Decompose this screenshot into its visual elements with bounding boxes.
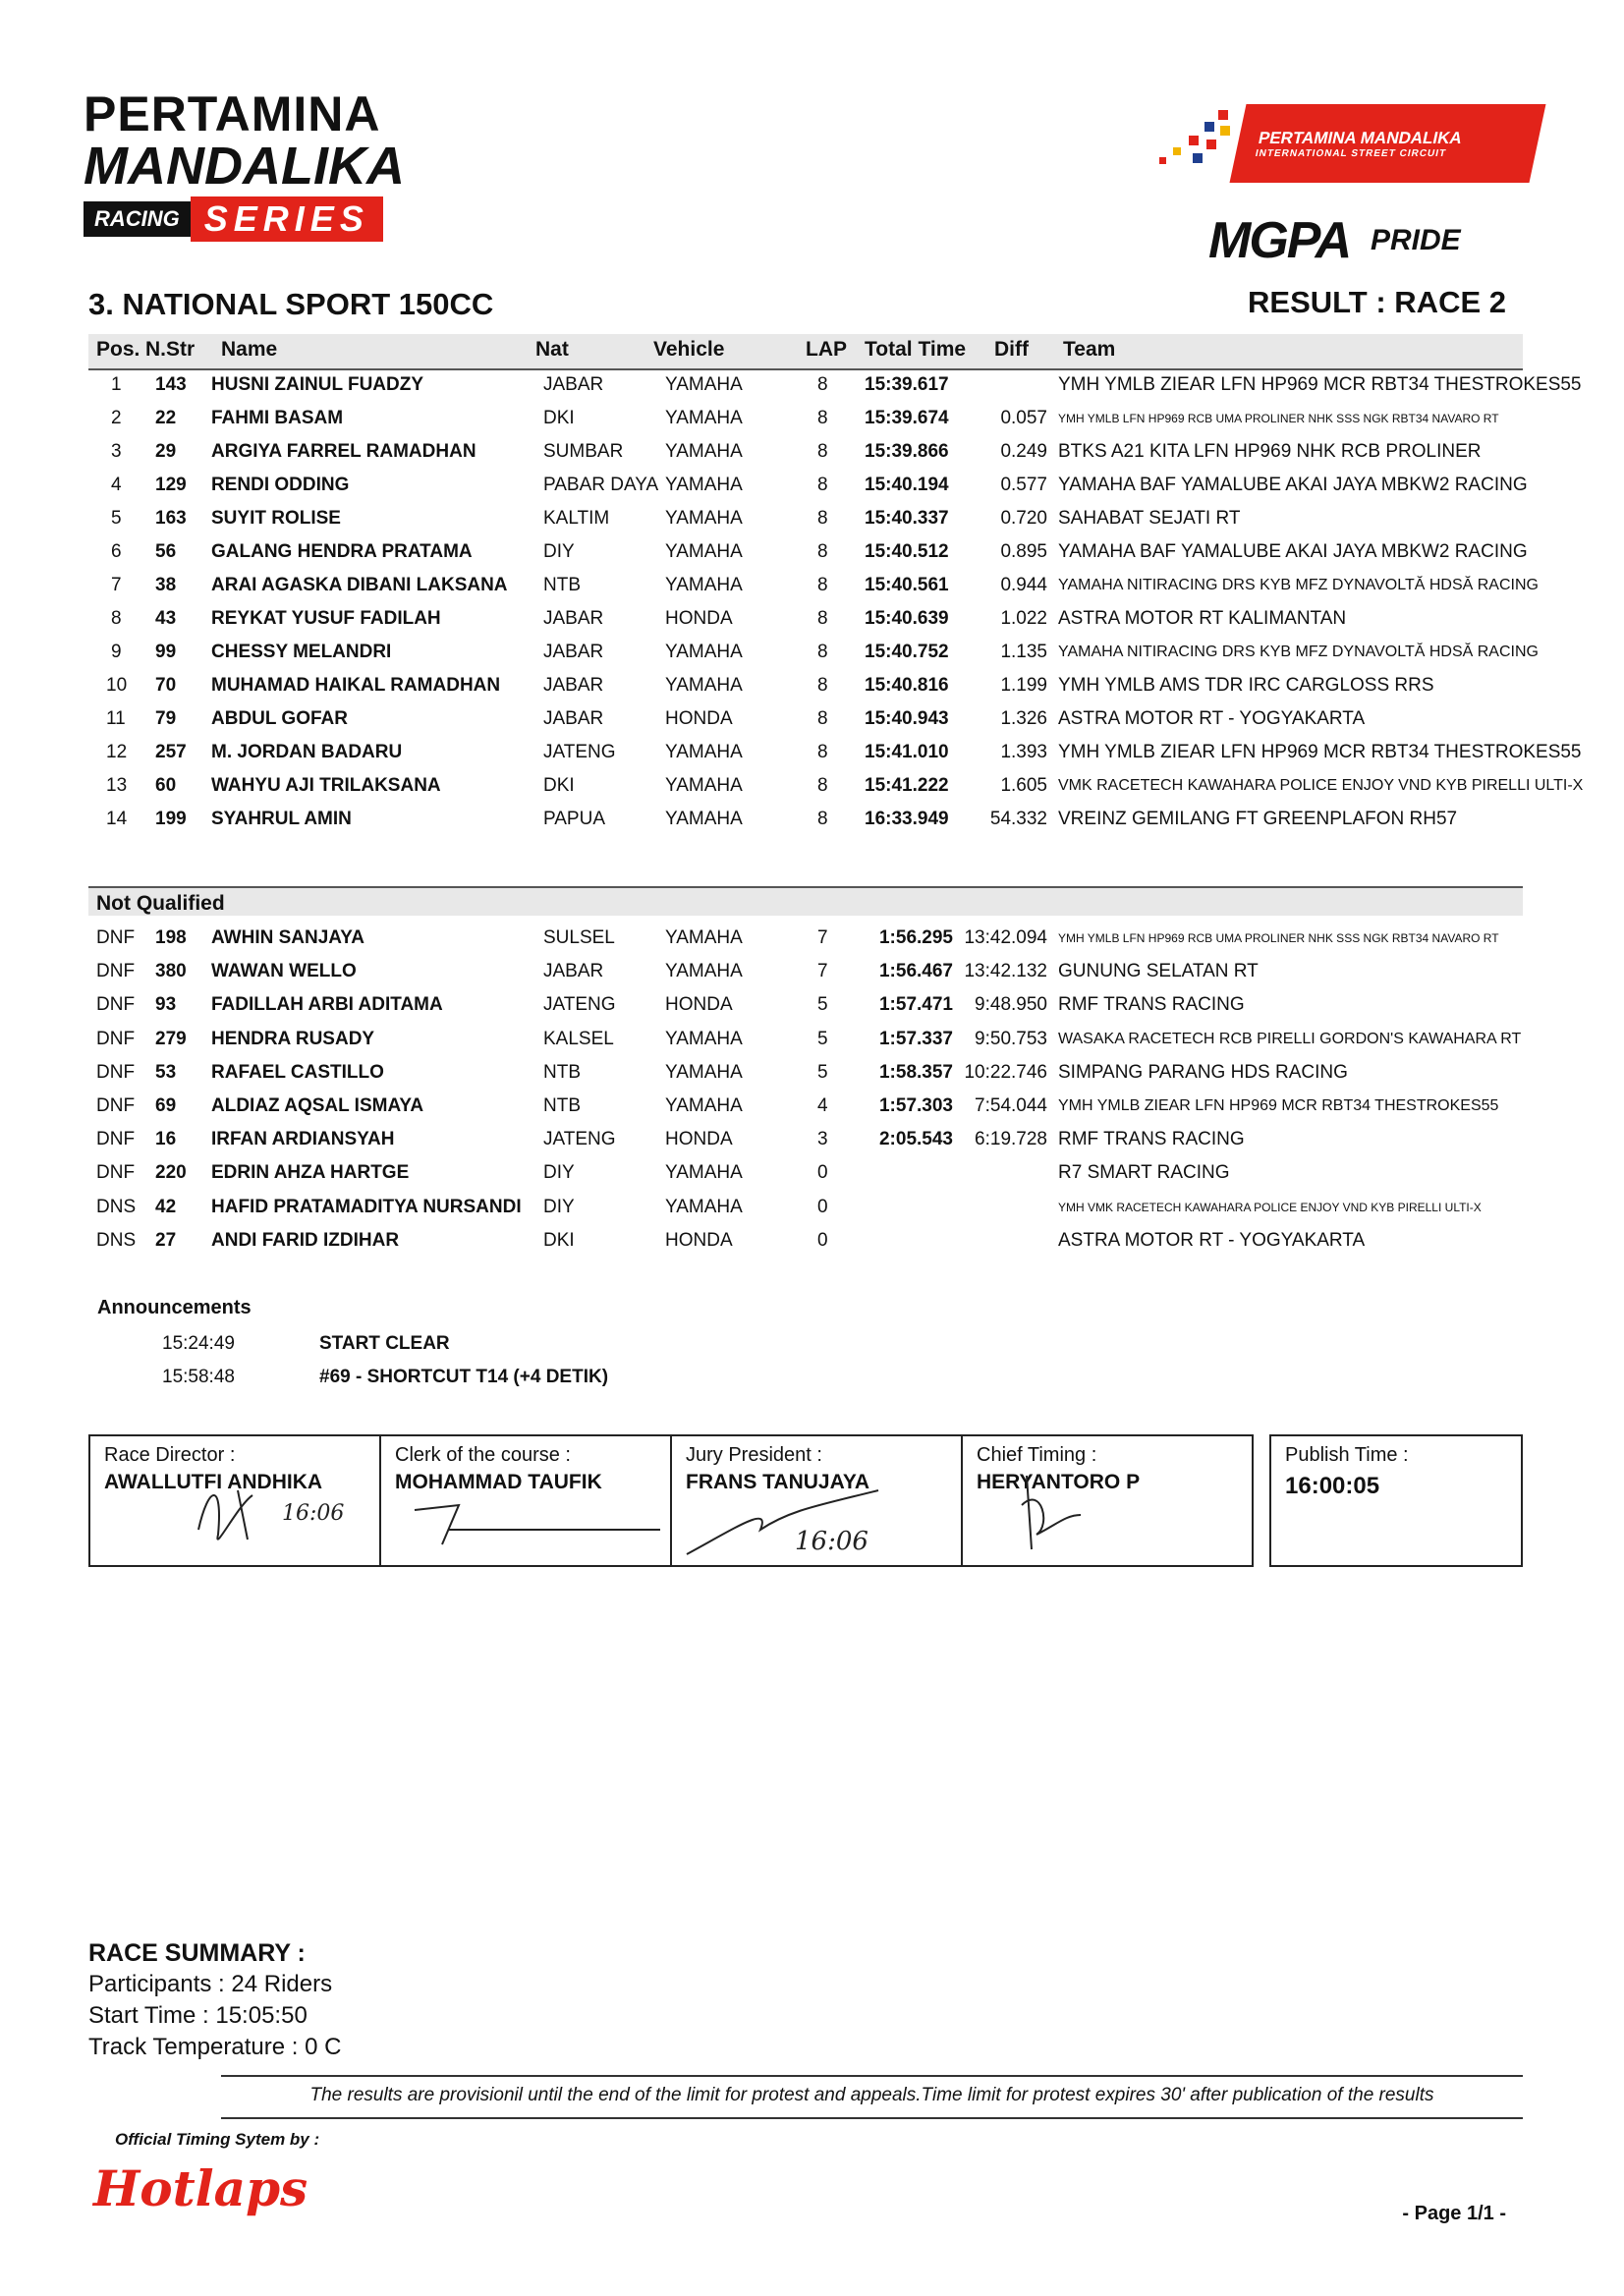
- circuit-sub: INTERNATIONAL STREET CIRCUIT: [1254, 147, 1448, 159]
- cell-team: YMH YMLB ZIEAR LFN HP969 MCR RBT34 THESTROKES55: [1058, 1097, 1499, 1114]
- official-chief-timing: [961, 1434, 1254, 1567]
- cell-nstr: 16: [155, 1129, 177, 1150]
- cell-diff: 1.605: [1000, 775, 1047, 796]
- cell-time: 16:33.949: [865, 809, 949, 829]
- cell-team: YMH YMLB ZIEAR LFN HP969 MCR RBT34 THESTROKES55: [1058, 742, 1582, 762]
- cell-lap: 0: [817, 1162, 828, 1184]
- cell-pos: DNF: [96, 1095, 136, 1116]
- cell-lap: 8: [817, 708, 828, 729]
- cell-vehicle: YAMAHA: [665, 441, 743, 462]
- cell-nat: DKI: [543, 775, 575, 796]
- cell-vehicle: YAMAHA: [665, 541, 743, 562]
- cell-vehicle: YAMAHA: [665, 642, 743, 662]
- cell-team: ASTRA MOTOR RT - YOGYAKARTA: [1058, 1229, 1366, 1251]
- cell-nstr: 53: [155, 1061, 177, 1083]
- cell-pos: 13: [106, 775, 128, 796]
- cell-pos: 12: [106, 742, 128, 762]
- cell-nstr: 220: [155, 1162, 187, 1184]
- logo-line-1: PERTAMINA: [84, 86, 381, 141]
- cell-vehicle: HONDA: [665, 1229, 733, 1251]
- cell-pos: DNF: [96, 1129, 136, 1150]
- divider: [221, 2075, 1523, 2077]
- table-row: [88, 435, 1523, 469]
- cell-team: YAMAHA NITIRACING DRS KYB MFZ DYNAVOLTĂ HDSĂ RACING: [1058, 577, 1539, 593]
- cell-name: CHESSY MELANDRI: [211, 642, 392, 662]
- cell-pos: 11: [106, 708, 126, 729]
- cell-vehicle: YAMAHA: [665, 1196, 743, 1217]
- cell-diff: 9:48.950: [975, 994, 1047, 1016]
- signature-time: 16:06: [282, 1501, 345, 1526]
- cell-diff: 0.057: [1000, 408, 1047, 428]
- summary-start-time: Start Time : 15:05:50: [88, 2002, 308, 2029]
- cell-nat: JABAR: [543, 961, 604, 982]
- cell-nstr: 70: [155, 675, 177, 696]
- cell-lap: 8: [817, 475, 828, 495]
- cell-lap: 8: [817, 775, 828, 796]
- cell-pos: 7: [111, 575, 122, 595]
- cell-nat: SULSEL: [543, 927, 615, 948]
- cell-nat: NTB: [543, 575, 581, 595]
- cell-team: SIMPANG PARANG HDS RACING: [1058, 1061, 1348, 1083]
- table-row: [88, 636, 1539, 669]
- cell-diff: 0.944: [1000, 575, 1047, 595]
- cell-diff: 10:22.746: [964, 1061, 1047, 1083]
- cell-diff: 0.895: [1000, 541, 1047, 562]
- cell-team: R7 SMART RACING: [1058, 1162, 1230, 1184]
- cell-team: RMF TRANS RACING: [1058, 1129, 1245, 1150]
- disclaimer: The results are provisionil until the end of the limit for protest and appeals.Time limit for protest expires 30' after publication of the results: [309, 2085, 1434, 2105]
- pertamina-mandalika-logo: [84, 88, 408, 255]
- cell-diff: 0.249: [1000, 441, 1047, 462]
- cell-pos: DNF: [96, 1162, 136, 1184]
- cell-time: 15:40.561: [865, 575, 949, 595]
- table-row: [88, 535, 1528, 569]
- cell-diff: 1.135: [1000, 642, 1047, 662]
- cell-time: 15:41.222: [865, 775, 949, 796]
- publish-label: Publish Time :: [1285, 1444, 1409, 1466]
- official-clerk: [379, 1434, 672, 1567]
- cell-name: REYKAT YUSUF FADILAH: [211, 608, 441, 629]
- cell-name: ARGIYA FARREL RAMADHAN: [211, 441, 476, 462]
- cell-name: HUSNI ZAINUL FUADZY: [211, 374, 424, 395]
- cell-nat: JABAR: [543, 608, 604, 629]
- cell-vehicle: YAMAHA: [665, 675, 743, 696]
- cell-name: HAFID PRATAMADITYA NURSANDI: [211, 1196, 522, 1217]
- cell-nstr: 22: [155, 408, 177, 428]
- cell-diff: 1.022: [1000, 608, 1047, 629]
- cell-name: FAHMI BASAM: [211, 408, 344, 428]
- cell-pos: 2: [111, 408, 122, 428]
- cell-lap: 0: [817, 1196, 828, 1217]
- cell-lap: 8: [817, 742, 828, 762]
- cell-time: 15:40.194: [865, 475, 949, 495]
- timing-by: Official Timing Sytem by :: [115, 2130, 320, 2149]
- cell-nstr: 99: [155, 642, 177, 662]
- cell-nat: DIY: [543, 1162, 575, 1184]
- cell-vehicle: YAMAHA: [665, 1028, 743, 1049]
- cell-nat: PABAR DAYA: [543, 475, 659, 495]
- cell-nstr: 93: [155, 994, 177, 1016]
- official-name: HERYANTORO P: [977, 1471, 1141, 1493]
- cell-pos: DNF: [96, 994, 136, 1016]
- summary-track-temp: Track Temperature : 0 C: [88, 2034, 342, 2060]
- cell-nat: JABAR: [543, 374, 604, 395]
- cell-pos: DNF: [96, 961, 136, 982]
- cell-nat: PAPUA: [543, 809, 606, 829]
- cell-pos: 3: [111, 441, 122, 462]
- publish-time-box: [1269, 1434, 1523, 1567]
- summary-title: RACE SUMMARY :: [88, 1939, 306, 1967]
- cell-nat: JABAR: [543, 642, 604, 662]
- cell-name: GALANG HENDRA PRATAMA: [211, 541, 473, 562]
- cell-nstr: 79: [155, 708, 177, 729]
- cell-pos: 8: [111, 608, 122, 629]
- cell-name: WAHYU AJI TRILAKSANA: [211, 775, 441, 796]
- cell-time: 15:40.337: [865, 508, 949, 529]
- cell-time: 15:40.512: [865, 541, 949, 562]
- cell-team: ASTRA MOTOR RT - YOGYAKARTA: [1058, 708, 1366, 729]
- cell-name: ARAI AGASKA DIBANI LAKSANA: [211, 575, 508, 595]
- cell-time: 1:57.337: [878, 1028, 953, 1049]
- cell-nat: KALSEL: [543, 1028, 614, 1049]
- cell-team: RMF TRANS RACING: [1058, 994, 1245, 1016]
- cell-diff: 1.393: [1000, 742, 1047, 762]
- cell-pos: DNS: [96, 1229, 137, 1251]
- cell-pos: 9: [111, 642, 122, 662]
- official-name: AWALLUTFI ANDHIKA: [104, 1471, 323, 1493]
- cell-lap: 8: [817, 642, 828, 662]
- cell-nat: JABAR: [543, 708, 604, 729]
- cell-vehicle: HONDA: [665, 994, 733, 1016]
- cell-nat: DIY: [543, 541, 575, 562]
- table-row: [88, 1023, 1523, 1056]
- cell-name: ALDIAZ AQSAL ISMAYA: [211, 1095, 424, 1116]
- cell-vehicle: YAMAHA: [665, 927, 743, 948]
- cell-lap: 4: [817, 1095, 828, 1116]
- logo-line-2: MANDALIKA: [84, 137, 405, 196]
- signature-icon: [1012, 1466, 1130, 1554]
- table-row: [88, 368, 1582, 402]
- cell-name: ABDUL GOFAR: [211, 708, 348, 729]
- cell-nat: NTB: [543, 1095, 581, 1116]
- cell-vehicle: YAMAHA: [665, 1061, 743, 1083]
- cell-vehicle: YAMAHA: [665, 508, 743, 529]
- signature-icon: [682, 1485, 957, 1559]
- cell-name: MUHAMAD HAIKAL RAMADHAN: [211, 675, 501, 696]
- official-race-director: [88, 1434, 381, 1567]
- cell-nstr: 129: [155, 475, 187, 495]
- cell-pos: DNF: [96, 1028, 136, 1049]
- table-row: [88, 1056, 1523, 1090]
- col-vehicle: Vehicle: [653, 338, 725, 361]
- cell-diff: 1.326: [1000, 708, 1047, 729]
- cell-lap: 8: [817, 541, 828, 562]
- cell-vehicle: YAMAHA: [665, 775, 743, 796]
- cell-diff: 1.199: [1000, 675, 1047, 696]
- cell-nstr: 143: [155, 374, 187, 395]
- cell-nstr: 199: [155, 809, 187, 829]
- table-row: [88, 602, 1523, 636]
- pride-logo: PRIDE: [1371, 224, 1461, 256]
- cell-diff: 13:42.132: [964, 961, 1047, 982]
- cell-name: HENDRA RUSADY: [211, 1028, 375, 1049]
- col-diff: Diff: [994, 338, 1029, 361]
- cell-lap: 8: [817, 809, 828, 829]
- cell-team: WASAKA RACETECH RCB PIRELLI GORDON'S KAWAHARA RT: [1058, 1030, 1522, 1047]
- cell-diff: 7:54.044: [975, 1095, 1047, 1116]
- announcement-time: 15:24:49: [162, 1333, 235, 1354]
- cell-team: YMH YMLB LFN HP969 RCB UMA PROLINER NHK SSS NGK RBT34 NAVARO RT: [1058, 931, 1499, 945]
- cell-time: 15:41.010: [865, 742, 949, 762]
- page-number: - Page 1/1 -: [1402, 2203, 1506, 2224]
- announcement-text: START CLEAR: [319, 1333, 450, 1354]
- cell-nat: JATENG: [543, 742, 616, 762]
- cell-diff: 13:42.094: [964, 927, 1047, 948]
- cell-pos: 10: [106, 675, 128, 696]
- cell-name: SUYIT ROLISE: [211, 508, 341, 529]
- table-row: [88, 1224, 1523, 1258]
- cell-nstr: 69: [155, 1095, 177, 1116]
- cell-time: 1:57.471: [878, 994, 953, 1016]
- table-row: [88, 469, 1528, 502]
- col-team: Team: [1063, 338, 1116, 361]
- cell-name: IRFAN ARDIANSYAH: [211, 1129, 395, 1150]
- cell-team: SAHABAT SEJATI RT: [1058, 508, 1241, 529]
- cell-team: YMH YMLB LFN HP969 RCB UMA PROLINER NHK SSS NGK RBT34 NAVARO RT: [1058, 412, 1499, 425]
- cell-team: BTKS A21 KITA LFN HP969 NHK RCB PROLINER: [1058, 441, 1482, 462]
- cell-nat: NTB: [543, 1061, 581, 1083]
- table-row: [88, 1156, 1523, 1190]
- col-lap: LAP: [806, 338, 847, 361]
- cell-name: WAWAN WELLO: [211, 961, 357, 982]
- table-row: [88, 803, 1523, 836]
- cell-nat: JATENG: [543, 994, 616, 1016]
- cell-time: 15:40.752: [865, 642, 949, 662]
- official-label: Race Director :: [104, 1444, 236, 1466]
- cell-time: 15:39.674: [865, 408, 949, 428]
- signature-time: 16:06: [795, 1527, 868, 1556]
- circuit-name: PERTAMINA MANDALIKA: [1257, 128, 1465, 147]
- cell-team: ASTRA MOTOR RT KALIMANTAN: [1058, 608, 1347, 629]
- cell-time: 1:57.303: [878, 1095, 953, 1116]
- cell-time: 15:40.943: [865, 708, 949, 729]
- hotlaps-logo: Hotlaps: [93, 2159, 308, 2217]
- cell-nat: JABAR: [543, 675, 604, 696]
- cell-lap: 8: [817, 374, 828, 395]
- table-row: [88, 502, 1523, 535]
- event-title: 3. NATIONAL SPORT 150CC: [88, 287, 494, 321]
- official-jury-president: [670, 1434, 963, 1567]
- cell-pos: DNS: [96, 1196, 137, 1217]
- table-row: [88, 1090, 1523, 1123]
- cell-lap: 5: [817, 1028, 828, 1049]
- cell-lap: 8: [817, 575, 828, 595]
- table-row: [88, 402, 1523, 435]
- cell-lap: 3: [817, 1129, 828, 1150]
- mgpa-logo: MGPA: [1208, 212, 1351, 269]
- signature-icon: [395, 1495, 670, 1554]
- cell-lap: 8: [817, 408, 828, 428]
- race-summary: [88, 1937, 341, 2063]
- cell-vehicle: HONDA: [665, 1129, 733, 1150]
- table-row: [88, 669, 1523, 702]
- cell-time: 1:58.357: [878, 1061, 953, 1083]
- cell-nstr: 257: [155, 742, 187, 762]
- cell-team: VREINZ GEMILANG FT GREENPLAFON RH57: [1058, 809, 1458, 829]
- cell-time: 1:56.467: [878, 961, 953, 982]
- cell-lap: 8: [817, 675, 828, 696]
- cell-pos: 4: [111, 475, 122, 495]
- cell-time: 2:05.543: [878, 1129, 953, 1150]
- cell-vehicle: YAMAHA: [665, 408, 743, 428]
- announcements-title: Announcements: [97, 1297, 252, 1318]
- checker-dots-icon: [1149, 108, 1238, 177]
- cell-lap: 0: [817, 1229, 828, 1251]
- table-row: [88, 1123, 1523, 1156]
- cell-nat: DKI: [543, 1229, 575, 1251]
- cell-nat: DKI: [543, 408, 575, 428]
- official-name: MOHAMMAD TAUFIK: [395, 1471, 602, 1493]
- cell-lap: 8: [817, 508, 828, 529]
- logo-series: SERIES: [191, 196, 383, 242]
- cell-vehicle: YAMAHA: [665, 475, 743, 495]
- cell-vehicle: YAMAHA: [665, 961, 743, 982]
- cell-pos: 1: [111, 374, 122, 395]
- cell-name: RAFAEL CASTILLO: [211, 1061, 384, 1083]
- cell-team: YMH VMK RACETECH KAWAHARA POLICE ENJOY VND KYB PIRELLI ULTI-X: [1058, 1200, 1482, 1214]
- cell-time: 15:39.866: [865, 441, 949, 462]
- col-total-time: Total Time: [865, 338, 967, 361]
- cell-vehicle: HONDA: [665, 608, 733, 629]
- cell-time: 15:40.639: [865, 608, 949, 629]
- logo-racing: RACING: [84, 201, 191, 237]
- cell-name: ANDI FARID IZDIHAR: [211, 1229, 400, 1251]
- result-title: RESULT : RACE 2: [1248, 285, 1506, 319]
- cell-nstr: 60: [155, 775, 177, 796]
- col-nstr: N.Str: [145, 338, 196, 361]
- cell-nstr: 38: [155, 575, 177, 595]
- official-label: Chief Timing :: [977, 1444, 1097, 1466]
- col-name: Name: [221, 338, 278, 361]
- cell-team: YAMAHA BAF YAMALUBE AKAI JAYA MBKW2 RACING: [1058, 475, 1528, 495]
- table-row: [88, 988, 1523, 1022]
- cell-nstr: 163: [155, 508, 187, 529]
- cell-nstr: 43: [155, 608, 177, 629]
- cell-lap: 5: [817, 994, 828, 1016]
- cell-time: 15:40.816: [865, 675, 949, 696]
- announcement-text: #69 - SHORTCUT T14 (+4 DETIK): [319, 1367, 609, 1387]
- cell-lap: 8: [817, 441, 828, 462]
- results-table-header: [88, 334, 1523, 370]
- table-row: [88, 769, 1584, 803]
- official-label: Jury President :: [686, 1444, 822, 1466]
- cell-name: SYAHRUL AMIN: [211, 809, 352, 829]
- cell-nstr: 29: [155, 441, 177, 462]
- table-row: [88, 922, 1523, 955]
- cell-lap: 8: [817, 608, 828, 629]
- cell-vehicle: YAMAHA: [665, 374, 743, 395]
- cell-vehicle: YAMAHA: [665, 575, 743, 595]
- cell-nat: JATENG: [543, 1129, 616, 1150]
- official-label: Clerk of the course :: [395, 1444, 571, 1466]
- cell-diff: 6:19.728: [975, 1129, 1047, 1150]
- cell-diff: 9:50.753: [975, 1028, 1047, 1049]
- cell-team: YAMAHA NITIRACING DRS KYB MFZ DYNAVOLTĂ HDSĂ RACING: [1058, 644, 1539, 660]
- cell-name: RENDI ODDING: [211, 475, 350, 495]
- circuit-logo: [1149, 98, 1523, 187]
- cell-nstr: 380: [155, 961, 187, 982]
- cell-diff: 54.332: [989, 809, 1047, 829]
- cell-pos: 6: [111, 541, 122, 562]
- cell-vehicle: YAMAHA: [665, 742, 743, 762]
- publish-time: 16:00:05: [1285, 1473, 1380, 1499]
- cell-name: AWHIN SANJAYA: [211, 927, 364, 948]
- announcement-time: 15:58:48: [162, 1367, 235, 1387]
- cell-time: 1:56.295: [878, 927, 953, 948]
- cell-name: FADILLAH ARBI ADITAMA: [211, 994, 443, 1016]
- cell-team: YAMAHA BAF YAMALUBE AKAI JAYA MBKW2 RACING: [1058, 541, 1528, 562]
- cell-team: YMH YMLB ZIEAR LFN HP969 MCR RBT34 THESTROKES55: [1058, 374, 1582, 395]
- cell-nat: DIY: [543, 1196, 575, 1217]
- cell-vehicle: YAMAHA: [665, 1095, 743, 1116]
- cell-nat: KALTIM: [543, 508, 610, 529]
- cell-pos: 5: [111, 508, 122, 529]
- circuit-badge: [1229, 104, 1545, 183]
- cell-lap: 7: [817, 961, 828, 982]
- cell-team: GUNUNG SELATAN RT: [1058, 961, 1259, 982]
- summary-participants: Participants : 24 Riders: [88, 1971, 333, 1997]
- cell-nstr: 198: [155, 927, 187, 948]
- cell-vehicle: YAMAHA: [665, 1162, 743, 1184]
- cell-pos: DNF: [96, 927, 136, 948]
- cell-diff: 0.720: [1000, 508, 1047, 529]
- divider: [221, 2117, 1523, 2119]
- table-row: [88, 569, 1539, 602]
- cell-lap: 7: [817, 927, 828, 948]
- cell-vehicle: HONDA: [665, 708, 733, 729]
- not-qualified-header: Not Qualified: [88, 886, 1523, 916]
- cell-pos: DNF: [96, 1061, 136, 1083]
- official-name: FRANS TANUJAYA: [686, 1471, 870, 1493]
- cell-vehicle: YAMAHA: [665, 809, 743, 829]
- cell-lap: 5: [817, 1061, 828, 1083]
- cell-diff: 0.577: [1000, 475, 1047, 495]
- cell-team: YMH YMLB AMS TDR IRC CARGLOSS RRS: [1058, 675, 1434, 696]
- cell-pos: 14: [106, 809, 128, 829]
- cell-nstr: 42: [155, 1196, 177, 1217]
- table-row: [88, 736, 1582, 769]
- cell-name: M. JORDAN BADARU: [211, 742, 403, 762]
- col-nat: Nat: [535, 338, 569, 361]
- table-row: [88, 702, 1523, 736]
- cell-nat: SUMBAR: [543, 441, 624, 462]
- cell-time: 15:39.617: [865, 374, 949, 395]
- cell-nstr: 56: [155, 541, 177, 562]
- cell-team: VMK RACETECH KAWAHARA POLICE ENJOY VND KYB PIRELLI ULTI-X: [1058, 777, 1584, 794]
- table-row: [88, 1191, 1523, 1224]
- cell-name: EDRIN AHZA HARTGE: [211, 1162, 410, 1184]
- cell-nstr: 279: [155, 1028, 187, 1049]
- table-row: [88, 955, 1523, 988]
- cell-nstr: 27: [155, 1229, 177, 1251]
- col-pos: Pos.: [96, 338, 140, 361]
